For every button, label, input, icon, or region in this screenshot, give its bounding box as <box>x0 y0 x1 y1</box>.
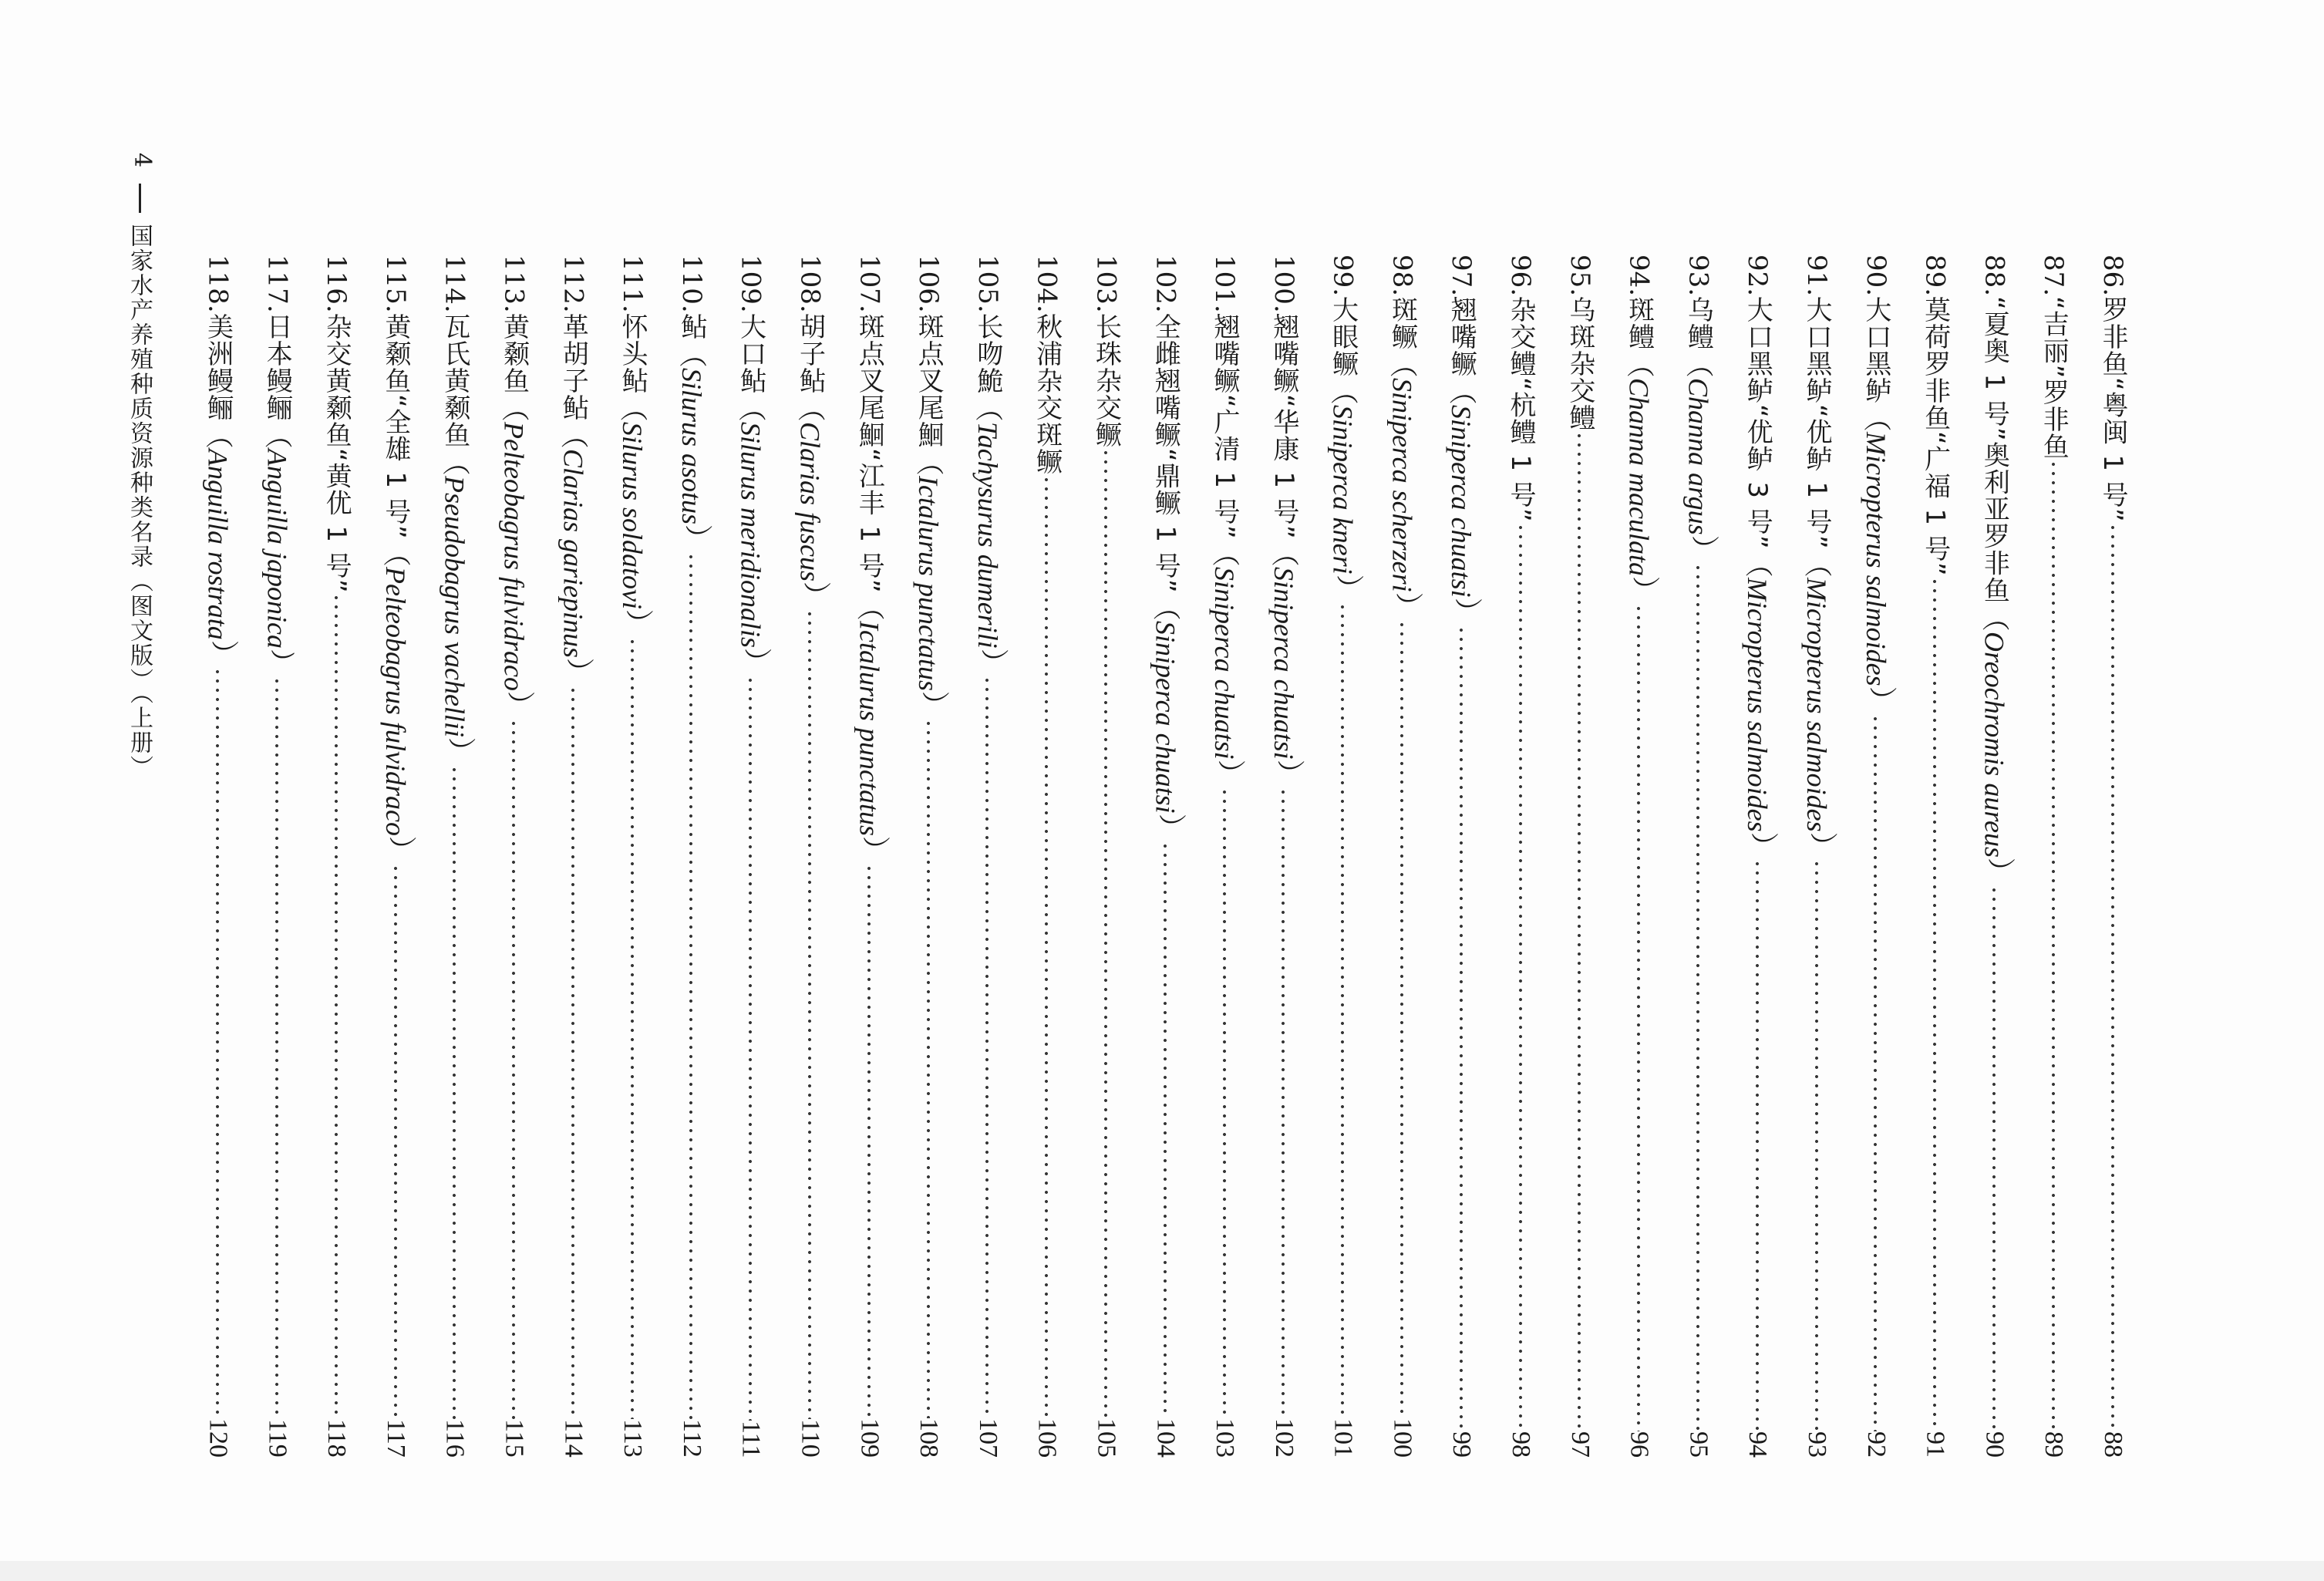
entry-page-number: 102 <box>1269 1418 1298 1458</box>
entry-number: 105. <box>972 255 1003 313</box>
entry-name: 斑鳢 <box>1623 296 1655 351</box>
running-header <box>116 147 170 794</box>
entry-number: 99. <box>1327 255 1359 297</box>
toc-entry[interactable] <box>425 255 484 1458</box>
entry-number: 94. <box>1623 255 1655 297</box>
toc-entry[interactable] <box>1609 255 1669 1458</box>
toc-entry[interactable] <box>1550 255 1609 1458</box>
toc-entry[interactable] <box>1313 255 1373 1458</box>
toc-entry[interactable] <box>898 255 958 1458</box>
entry-name: 斑点叉尾鮰“江丰 1 号” <box>854 312 885 594</box>
entry-scientific-name: （Pseudobagrus vachellii） <box>439 447 470 765</box>
entry-scientific-name: （Ictalurus punctatus） <box>913 447 945 719</box>
entry-number: 97. <box>1446 255 1477 297</box>
entry-page-number: 101 <box>1329 1418 1358 1458</box>
entry-number: 100. <box>1268 255 1299 313</box>
entry-number: 117. <box>261 255 293 313</box>
entry-page-number: 105 <box>1092 1418 1121 1458</box>
entry-number: 113. <box>498 255 530 313</box>
entry-page-number: 109 <box>855 1418 884 1458</box>
entry-number: 92. <box>1742 255 1773 297</box>
entry-name: 瓦氏黄颡鱼 <box>439 312 470 448</box>
entry-scientific-name: （Micropterus salmoides） <box>1801 549 1833 860</box>
entry-scientific-name: （Oreochromis aureus） <box>1979 603 2010 885</box>
entry-page-number: 119 <box>263 1419 292 1458</box>
entry-page-number: 91 <box>1921 1431 1950 1458</box>
entry-number: 91. <box>1801 255 1833 297</box>
dot-leader <box>1098 448 1113 1418</box>
entry-page-number: 99 <box>1447 1431 1477 1458</box>
entry-page-number: 104 <box>1151 1418 1181 1458</box>
toc-entry[interactable] <box>1373 255 1432 1458</box>
dot-leader <box>1986 885 2002 1431</box>
entry-name: 大口黑鲈“优鲈 1 号” <box>1801 296 1833 550</box>
dot-leader <box>1157 841 1173 1418</box>
entry-name: 斑鳜 <box>1386 296 1418 351</box>
entry-page-number: 115 <box>500 1419 529 1458</box>
entry-scientific-name: （Silurus soldatovi） <box>617 393 648 637</box>
entry-number: 96. <box>1505 255 1537 297</box>
entry-scientific-name: （Ictalurus punctatus） <box>854 593 885 865</box>
entry-scientific-name: （Pelteobagrus fulvidraco） <box>498 393 530 719</box>
dot-leader <box>210 667 225 1418</box>
entry-page-number: 108 <box>914 1418 944 1458</box>
entry-page-number: 106 <box>1032 1418 1062 1458</box>
entry-name: 杂交鳢“杭鳢 1 号” <box>1505 296 1537 523</box>
entry-number: 103. <box>1090 255 1122 313</box>
entry-page-number: 90 <box>1980 1431 2009 1458</box>
entry-page-number: 120 <box>204 1418 233 1458</box>
entry-number: 90. <box>1860 255 1891 297</box>
entry-number: 111. <box>617 255 648 313</box>
entry-name: 革胡子鲇 <box>557 312 589 421</box>
entry-scientific-name: （Siniperca chuatsi） <box>1150 593 1181 841</box>
dot-leader <box>861 864 877 1418</box>
entry-number: 109. <box>735 255 766 313</box>
dot-leader <box>565 686 581 1420</box>
dot-leader <box>269 676 285 1420</box>
book-title: 国家水产养殖种质资源种类名录（图文版）（上册） <box>126 224 153 780</box>
entry-name: 莫荷罗非鱼“广福 1 号” <box>1919 296 1951 577</box>
entry-name: 秋浦杂交斑鳜 <box>1031 312 1063 475</box>
entry-number: 89. <box>1919 255 1951 297</box>
entry-scientific-name: （Siniperca chuatsi） <box>1446 377 1477 625</box>
entry-name: 美洲鳗鲡 <box>202 312 234 421</box>
entry-number: 104. <box>1031 255 1063 313</box>
entry-page-number: 93 <box>1803 1431 1832 1458</box>
toc-entry[interactable] <box>602 255 662 1458</box>
toc-entry[interactable] <box>1431 255 1490 1458</box>
dot-leader <box>1275 787 1291 1418</box>
dot-leader <box>388 864 403 1419</box>
toc-entry[interactable] <box>543 255 602 1458</box>
dot-leader <box>506 719 521 1420</box>
entry-scientific-name: （Siniperca kneri） <box>1327 377 1359 602</box>
page-number: 4 <box>129 153 156 168</box>
entry-name: 大眼鳜 <box>1327 296 1359 378</box>
entry-page-number: 118 <box>322 1419 352 1458</box>
entry-name: “夏奥 1 号”奥利亚罗非鱼 <box>1979 296 2010 604</box>
entry-page-number: 113 <box>618 1419 648 1458</box>
toc-entry[interactable] <box>1254 255 1313 1458</box>
entry-scientific-name: （Clarias gariepinus） <box>557 420 589 686</box>
entry-scientific-name: （Silurus asotus） <box>675 339 707 552</box>
entry-page-number: 112 <box>677 1419 706 1458</box>
toc-entry[interactable] <box>248 255 307 1458</box>
entry-name: 大口黑鲈 <box>1860 296 1891 405</box>
dot-leader <box>1039 475 1054 1418</box>
header-divider <box>139 184 141 213</box>
entry-name: “吉丽”罗非鱼 <box>2038 296 2070 460</box>
toc-entry[interactable] <box>2083 255 2142 1458</box>
dot-leader <box>1217 787 1232 1418</box>
toc-entry[interactable] <box>1490 255 1550 1458</box>
toc-entry[interactable] <box>306 255 365 1458</box>
dot-leader <box>1571 431 1587 1431</box>
entry-name: 黄颡鱼“全雄 1 号” <box>379 312 411 540</box>
toc-entry[interactable] <box>662 255 721 1458</box>
entry-scientific-name: （Micropterus salmoides） <box>1860 404 1891 714</box>
entry-number: 102. <box>1150 255 1181 313</box>
toc-entry[interactable] <box>1965 255 2024 1458</box>
dot-leader <box>625 637 640 1420</box>
entry-page-number: 95 <box>1684 1431 1713 1458</box>
entry-page-number: 116 <box>440 1419 470 1458</box>
entry-page-number: 100 <box>1388 1418 1417 1458</box>
dot-leader <box>683 552 699 1420</box>
dot-leader <box>743 676 758 1421</box>
dot-leader <box>1868 714 1883 1431</box>
entry-number: 106. <box>913 255 945 313</box>
entry-name: 翘嘴鳜 <box>1446 296 1477 378</box>
entry-scientific-name: （Micropterus salmoides） <box>1742 549 1773 860</box>
entry-number: 101. <box>1209 255 1241 313</box>
entry-number: 108. <box>794 255 826 313</box>
entry-name: 杂交黄颡鱼“黄优 1 号” <box>321 312 352 594</box>
entry-page-number: 92 <box>1861 1431 1891 1458</box>
entry-name: 长吻鮠 <box>972 312 1003 394</box>
entry-page-number: 88 <box>2099 1431 2127 1458</box>
scan-edge <box>0 1561 2324 1581</box>
entry-number: 98. <box>1386 255 1418 297</box>
entry-name: 长珠杂交鳜 <box>1090 312 1122 448</box>
entry-page-number: 117 <box>381 1419 410 1458</box>
toc-entry[interactable] <box>1846 255 1905 1458</box>
entry-name: 乌鳢 <box>1682 296 1714 351</box>
toc-entry[interactable] <box>958 255 1017 1458</box>
entry-name: 斑点叉尾鮰 <box>913 312 945 448</box>
entry-page-number: 97 <box>1565 1431 1595 1458</box>
entry-number: 115. <box>379 255 411 313</box>
entry-number: 88. <box>1979 255 2010 297</box>
entry-page-number: 107 <box>973 1418 1002 1458</box>
dot-leader <box>1690 563 1706 1431</box>
dot-leader <box>1513 523 1528 1431</box>
entry-name: 罗非鱼“粤闽 1 号” <box>2097 296 2128 523</box>
entry-name: 胡子鲇 <box>794 312 826 394</box>
dot-leader <box>1750 859 1765 1431</box>
dot-leader <box>979 676 995 1418</box>
toc-entry[interactable] <box>1135 255 1194 1458</box>
entry-number: 114. <box>439 255 470 313</box>
entry-page-number: 98 <box>1507 1431 1536 1458</box>
entry-scientific-name: （Anguilla japonica） <box>261 420 293 676</box>
entry-scientific-name: （Clarias fuscus） <box>794 393 826 609</box>
entry-number: 112. <box>557 255 589 313</box>
dot-leader <box>2105 523 2120 1431</box>
dot-leader <box>446 765 462 1420</box>
toc-entry[interactable] <box>1017 255 1076 1458</box>
dot-leader <box>1394 620 1410 1418</box>
toc-entry[interactable] <box>1787 255 1846 1458</box>
toc-entry[interactable] <box>780 255 840 1458</box>
entry-scientific-name: （Siniperca chuatsi） <box>1268 539 1299 787</box>
toc-entry[interactable] <box>1669 255 1728 1458</box>
entry-number: 118. <box>202 255 234 313</box>
entry-number: 116. <box>321 255 352 313</box>
entry-name: 全雌翘嘴鳜“鼎鳜 1 号” <box>1150 312 1181 594</box>
entry-scientific-name: （Silurus meridionalis） <box>735 393 766 676</box>
entry-number: 93. <box>1682 255 1714 297</box>
toc-entry[interactable] <box>1076 255 1136 1458</box>
dot-leader <box>2046 460 2061 1431</box>
toc-entry[interactable] <box>1727 255 1787 1458</box>
entry-name: 鲇 <box>675 312 707 340</box>
dot-leader <box>802 609 817 1420</box>
toc-entry[interactable] <box>2023 255 2083 1458</box>
entry-scientific-name: （Anguilla rostrata） <box>202 420 234 668</box>
dot-leader <box>1809 859 1824 1431</box>
toc-entry[interactable] <box>188 255 248 1458</box>
toc-entry[interactable] <box>839 255 898 1458</box>
entry-number: 87. <box>2038 255 2070 297</box>
toc-entry[interactable] <box>1194 255 1254 1458</box>
entry-scientific-name: （Tachysurus dumerili） <box>972 393 1003 676</box>
entry-number: 107. <box>854 255 885 313</box>
entry-scientific-name: （Siniperca chuatsi） <box>1209 539 1241 787</box>
dot-leader <box>1631 604 1646 1431</box>
entry-name: 翘嘴鳜“华康 1 号” <box>1268 312 1299 540</box>
toc-entry[interactable] <box>365 255 425 1458</box>
entry-name: 大口黑鲈“优鲈 3 号” <box>1742 296 1773 550</box>
entry-number: 95. <box>1564 255 1595 297</box>
entry-page-number: 96 <box>1625 1431 1654 1458</box>
entry-name: 翘嘴鳜“广清 1 号” <box>1209 312 1241 540</box>
dot-leader <box>1927 577 1942 1431</box>
entry-scientific-name: （Pelteobagrus fulvidraco） <box>379 539 411 865</box>
table-of-contents <box>202 255 2142 1458</box>
entry-number: 86. <box>2097 255 2128 297</box>
entry-page-number: 114 <box>559 1419 588 1458</box>
entry-page-number: 103 <box>1211 1418 1240 1458</box>
entry-scientific-name: （Channa argus） <box>1682 350 1714 563</box>
dot-leader <box>328 593 344 1419</box>
entry-number: 110. <box>675 255 707 313</box>
dot-leader <box>921 719 936 1418</box>
entry-page-number: 89 <box>2039 1431 2069 1458</box>
entry-page-number: 94 <box>1743 1431 1773 1458</box>
entry-name: 黄颡鱼 <box>498 312 530 394</box>
dot-leader <box>1335 602 1350 1418</box>
entry-scientific-name: （Channa maculata） <box>1623 350 1655 605</box>
entry-name: 乌斑杂交鳢 <box>1564 296 1595 432</box>
toc-entry[interactable] <box>721 255 780 1458</box>
entry-page-number: 110 <box>796 1419 825 1458</box>
entry-name: 日本鳗鲡 <box>261 312 293 421</box>
entry-page-number: 111 <box>736 1420 766 1458</box>
dot-leader <box>1453 625 1469 1431</box>
entry-name: 怀头鲇 <box>617 312 648 394</box>
toc-entry[interactable] <box>484 255 544 1458</box>
toc-entry[interactable] <box>1905 255 1965 1458</box>
entry-name: 大口鲇 <box>735 312 766 394</box>
entry-scientific-name: （Siniperca scherzeri） <box>1386 350 1418 620</box>
